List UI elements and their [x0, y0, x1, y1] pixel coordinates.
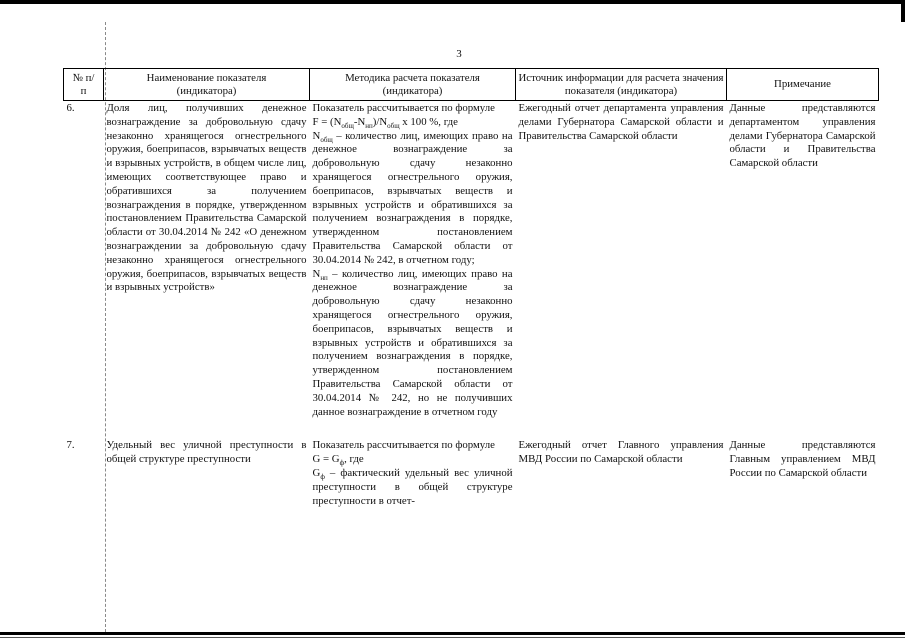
- information-source: Ежегодный отчет департамента управления делами Губернатора Самарской области и Правительства Самарской области: [518, 102, 724, 142]
- scan-edge-corner: [901, 0, 905, 22]
- row-number: 6.: [66, 102, 75, 114]
- calculation-method: [310, 101, 516, 420]
- indicator-table: [63, 68, 879, 508]
- table-header-row: [64, 69, 879, 101]
- information-source: Ежегодный отчет Главного управления МВД России по Самарской области: [518, 439, 724, 466]
- header-method: Методика расчета показателя (индикатора): [310, 69, 516, 101]
- method-intro: Показатель рассчитывается по формуле: [312, 102, 495, 114]
- row-number: 7.: [66, 439, 75, 452]
- table-row: [64, 438, 879, 508]
- method-definition: $N_{общ}$ – количество лиц, имеющих право на денежное вознаграждение за добровольную сдачу незаконно хранящегося огнестрельного оружия, боеприпасов, взрывчатых веществ и взрывных устройств и обратившихся за получением вознаграждения в порядке, утвержденном постановлением Правительства Самарской области от 30.04.2014 № 242, в отчетном году;: [312, 129, 513, 266]
- header-name: Наименование показателя (индикатора): [104, 69, 310, 101]
- scan-edge-bottom-thin: [0, 637, 905, 638]
- method-formula: $G = G_ф$, где: [312, 453, 364, 468]
- method-definition: $N_{нп}$ – количество лиц, имеющих право на денежное вознаграждение за добровольную сдачу незаконно хранящегося огнестрельного оружия, боеприпасов, взрывчатых веществ и взрывных устройств и обратившихся за получением вознаграждения в порядке, утвержденном постановлением Правительства Самарской области от 30.04.2014 № 242, но не получивших данное вознаграждение в отчетном году: [312, 267, 513, 418]
- header-source: Источник информации для расчета значения показателя (индикатора): [516, 69, 727, 101]
- calculation-method: [310, 438, 516, 508]
- row-spacer: [64, 419, 879, 438]
- table-row: [64, 101, 879, 420]
- indicator-name: Удельный вес уличной преступности в общей структуре преступности: [106, 439, 307, 466]
- method-intro: Показатель рассчитывается по формуле: [312, 439, 495, 452]
- scan-edge-top: [0, 0, 905, 4]
- indicator-name: Доля лиц, получивших денежное вознаграждение за добровольную сдачу незаконно хранящегося огнестрельного оружия, боеприпасов, взрывчатых веществ и взрывных устройств, в общем числе лиц, имеющих соответствующее право и обратившихся за получением вознаграждения в порядке, утвержденном постановлением Правительства Самарской области от 30.04.2014 № 242 «О денежном вознаграждении за добровольную сдачу незаконно хранящегося огнестрельного оружия, боеприпасов, взрывчатых веществ и взрывных устройств»: [106, 102, 307, 294]
- method-definition: $G_ф$ – фактический удельный вес уличной преступности в общей структуре преступности в отчет-: [312, 466, 513, 507]
- note: Данные представляются департаментом управления делами Губернатора Самарской области и Правительства Самарской области: [729, 102, 876, 170]
- note: Данные представляются Главным управлением МВД России по Самарской области: [729, 439, 876, 479]
- header-note: Примечание: [727, 69, 879, 101]
- page-number: 3: [456, 48, 462, 60]
- scan-edge-bottom: [0, 632, 905, 635]
- header-num: № п/п: [64, 69, 104, 101]
- method-formula: $F = (N_{общ}-N_{нп})/N_{общ}$ х 100 %, где: [312, 115, 458, 130]
